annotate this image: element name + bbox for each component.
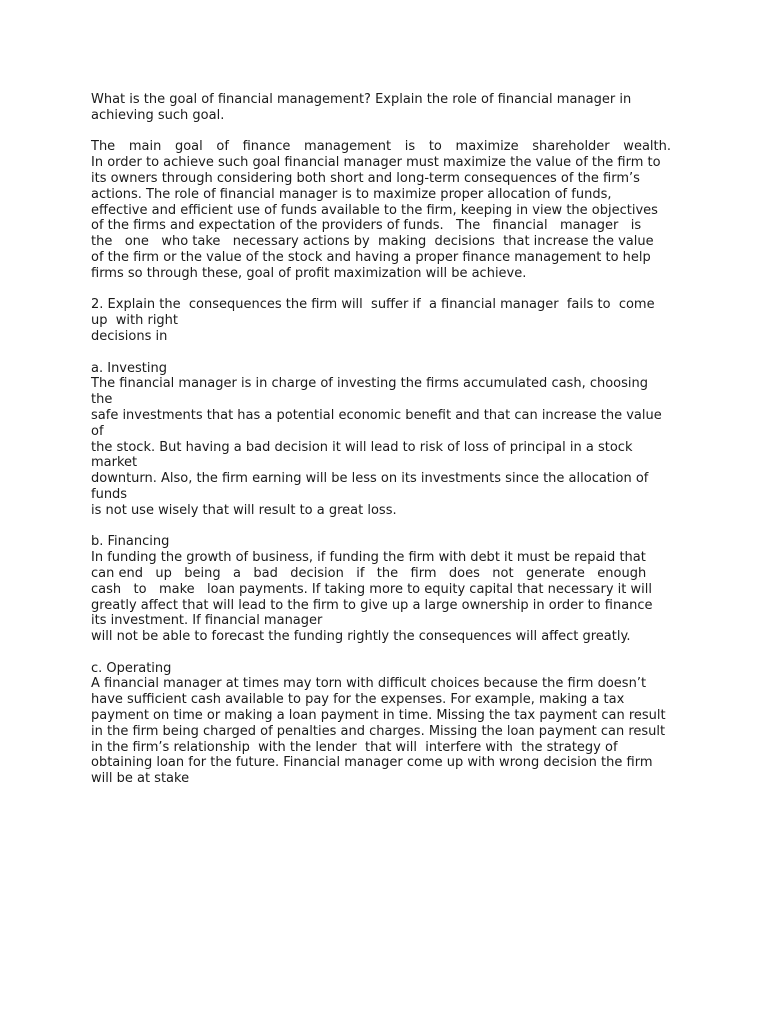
text-line: effective and efficient use of funds available to the firm, keeping in view the objectives (91, 202, 658, 218)
text-line: greatly affect that will lead to the firm to give up a large ownership in order to finance (91, 597, 653, 613)
section-heading: c. Operating (91, 660, 172, 676)
question-2 (91, 297, 671, 344)
section-investing (91, 361, 671, 519)
text-line: its owners through considering both short and long-term consequences of the firm’s (91, 170, 640, 186)
section-heading: b. Financing (91, 534, 170, 550)
text-line: market (91, 455, 138, 471)
text-line: 2. Explain the consequences the firm will suffer if a financial manager fails to come (91, 297, 655, 313)
text-line: firms so through these, goal of profit maximization will be achieve. (91, 265, 527, 281)
text-line: payment on time or making a loan payment in time. Missing the tax payment can result (91, 708, 666, 724)
section-operating (91, 661, 671, 787)
question-1 (91, 92, 671, 124)
text-line: of (91, 423, 104, 439)
section-financing (91, 534, 671, 645)
text-line: will be at stake (91, 771, 190, 787)
text-line: can end up being a bad decision if the firm does not generate enough (91, 565, 647, 581)
text-line: decisions in (91, 328, 168, 344)
text-line: The main goal of finance management is to maximize shareholder wealth. (91, 139, 671, 155)
text-line: What is the goal of financial management? Explain the role of financial manager in (91, 92, 632, 107)
answer-1 (91, 139, 671, 281)
text-line: the stock. But having a bad decision it will lead to risk of loss of principal in a stock (91, 439, 633, 455)
text-line: in the firm’s relationship with the lender that will interfere with the strategy of (91, 739, 618, 755)
text-line: is not use wisely that will result to a great loss. (91, 502, 397, 518)
text-line: The financial manager is in charge of investing the firms accumulated cash, choosing (91, 376, 649, 392)
text-line: cash to make loan payments. If taking more to equity capital that necessary it will (91, 581, 652, 597)
text-line: actions. The role of financial manager is to maximize proper allocation of funds, (91, 186, 612, 202)
text-line: funds (91, 486, 128, 502)
text-line: achieving such goal. (91, 107, 225, 123)
document-page (91, 92, 671, 803)
text-line: will not be able to forecast the funding rightly the consequences will affect greatly. (91, 629, 631, 645)
text-line: in the firm being charged of penalties and charges. Missing the loan payment can result (91, 723, 666, 739)
section-heading: a. Investing (91, 360, 167, 376)
text-line: its investment. If financial manager (91, 613, 323, 629)
text-line: In order to achieve such goal financial manager must maximize the value of the firm to (91, 155, 661, 171)
text-line: obtaining loan for the future. Financial manager come up with wrong decision the firm (91, 755, 653, 771)
text-line: have sufficient cash available to pay for the expenses. For example, making a tax (91, 692, 625, 708)
text-line: the (91, 392, 113, 408)
text-line: the one who take necessary actions by making decisions that increase the value (91, 234, 654, 250)
text-line: up with right (91, 313, 179, 329)
text-line: downturn. Also, the firm earning will be less on its investments since the allocation of (91, 471, 649, 487)
text-line: of the firms and expectation of the providers of funds. The financial manager is (91, 218, 642, 234)
text-line: A financial manager at times may torn with difficult choices because the firm doesn’t (91, 676, 647, 692)
text-line: of the firm or the value of the stock and having a proper finance management to help (91, 249, 651, 265)
text-line: In funding the growth of business, if funding the firm with debt it must be repaid that (91, 550, 646, 566)
text-line: safe investments that has a potential economic benefit and that can increase the value (91, 407, 662, 423)
